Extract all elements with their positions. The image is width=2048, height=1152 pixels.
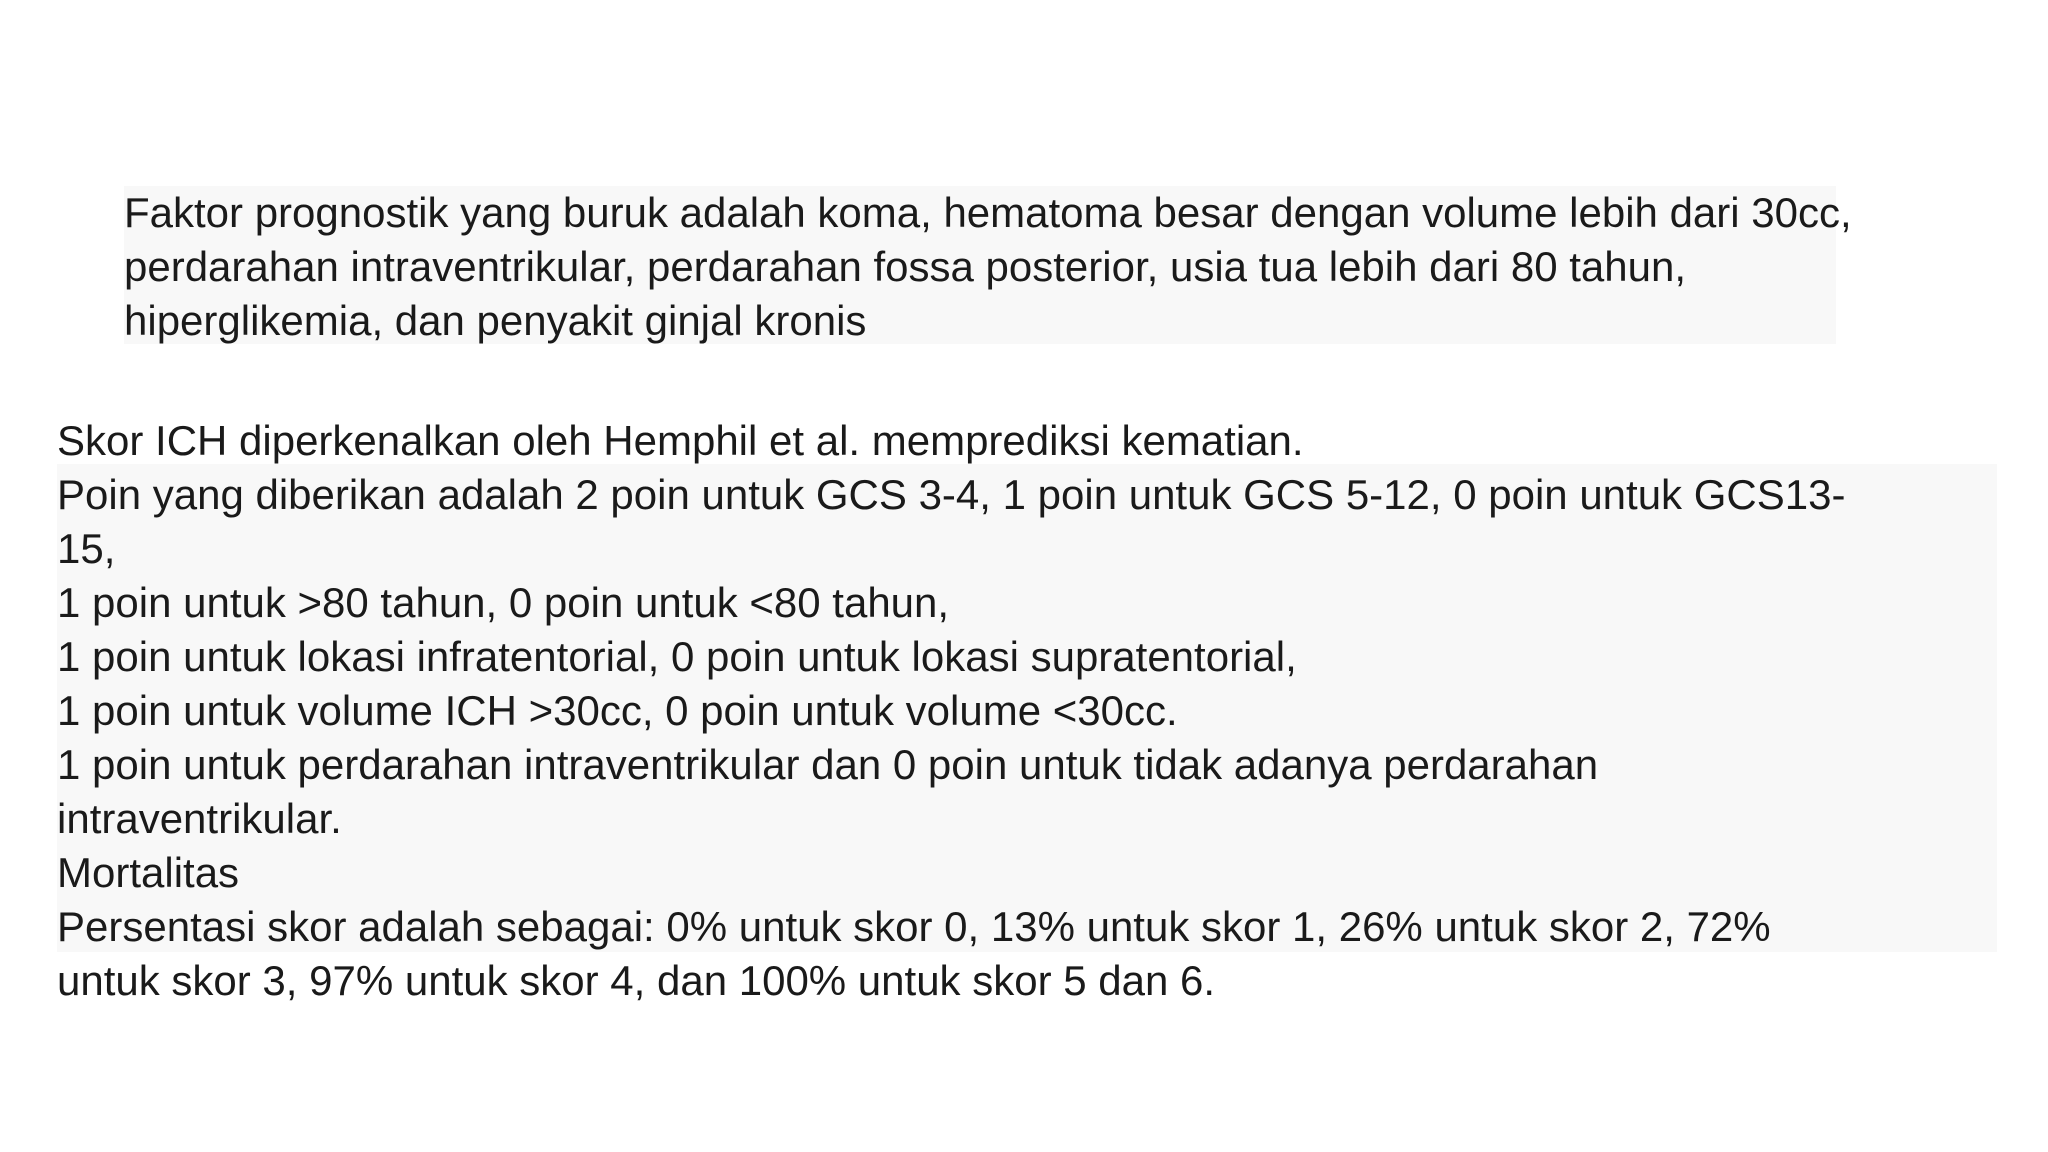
text-line: 1 poin untuk volume ICH >30cc, 0 poin untuk volume <30cc. xyxy=(57,687,1178,734)
text-line: Faktor prognostik yang buruk adalah koma, hematoma besar dengan volume lebih dari 30cc, xyxy=(124,189,1852,236)
text-line: hiperglikemia, dan penyakit ginjal kronis xyxy=(124,297,867,344)
text-line: 1 poin untuk lokasi infratentorial, 0 poin untuk lokasi supratentorial, xyxy=(57,633,1297,680)
text-line: 1 poin untuk >80 tahun, 0 poin untuk <80 tahun, xyxy=(57,579,950,626)
prognostic-factors-paragraph xyxy=(124,186,1974,348)
text-line: Persentasi skor adalah sebagai: 0% untuk skor 0, 13% untuk skor 1, 26% untuk skor 2, 72% xyxy=(57,903,1771,950)
text-line: Mortalitas xyxy=(57,849,240,896)
text-line: untuk skor 3, 97% untuk skor 4, dan 100% untuk skor 5 dan 6. xyxy=(57,957,1216,1004)
text-line: intraventrikular. xyxy=(57,795,342,842)
ich-score-paragraph xyxy=(57,414,2007,1008)
text-line: Poin yang diberikan adalah 2 poin untuk GCS 3-4, 1 poin untuk GCS 5-12, 0 poin untuk GCS13- xyxy=(57,471,1846,518)
text-line: 1 poin untuk perdarahan intraventrikular dan 0 poin untuk tidak adanya perdarahan xyxy=(57,741,1599,788)
text-line: Skor ICH diperkenalkan oleh Hemphil et al. memprediksi kematian. xyxy=(57,417,1304,464)
text-line: 15, xyxy=(57,525,116,572)
text-line: perdarahan intraventrikular, perdarahan fossa posterior, usia tua lebih dari 80 tahun, xyxy=(124,243,1686,290)
